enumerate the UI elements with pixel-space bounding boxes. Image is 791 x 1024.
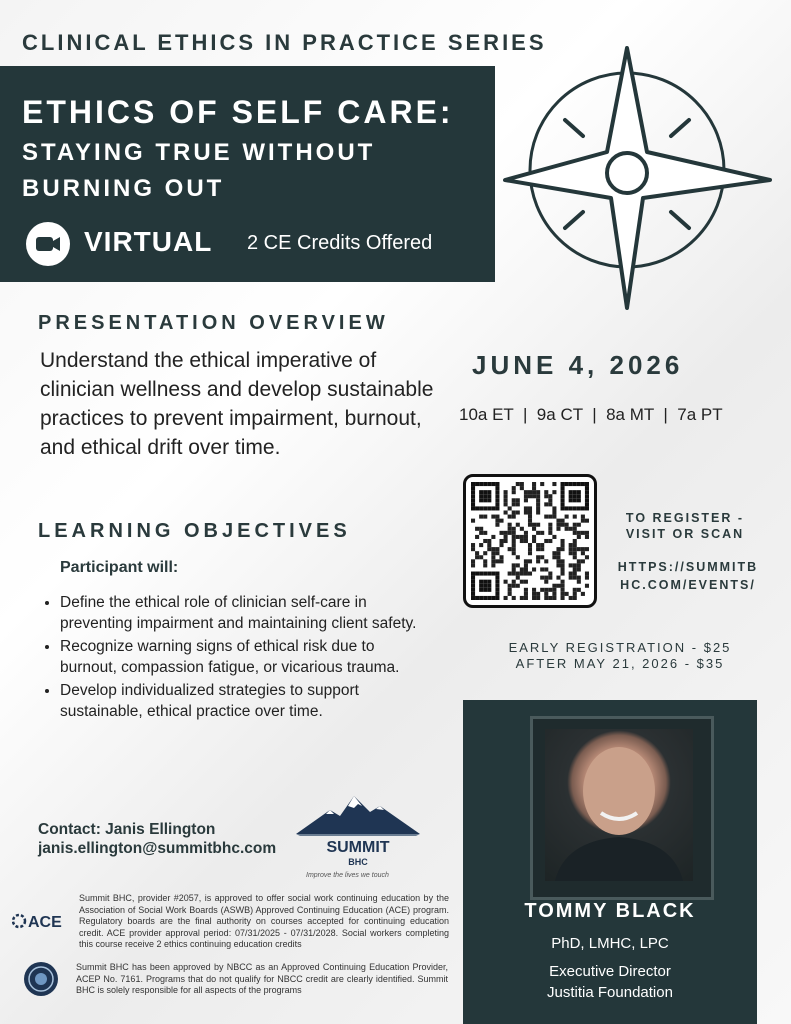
summit-logo xyxy=(296,788,420,870)
ace-logo xyxy=(12,910,70,934)
register-url-line2: HC.COM/EVENTS/ xyxy=(620,578,756,592)
event-times: 10a ET | 9a CT | 8a MT | 7a PT xyxy=(459,405,723,424)
speaker-role xyxy=(463,961,757,1003)
logo-tagline: Improve the lives we touch xyxy=(306,872,389,879)
objectives-intro: Participant will: xyxy=(60,559,179,576)
speaker-photo xyxy=(545,729,693,881)
list-item: • Develop individualized strategies to support sustainable, ethical practice over time. xyxy=(60,680,430,722)
logo-name: SUMMIT xyxy=(326,839,390,856)
objectives-heading: LEARNING OBJECTIVES xyxy=(38,520,351,542)
register-url-line1: HTTPS://SUMMITB xyxy=(617,560,759,574)
speaker-name: TOMMY BLACK xyxy=(524,900,696,922)
objectives-list xyxy=(40,592,430,724)
video-camera-icon xyxy=(26,222,70,266)
nbcc-seal-icon xyxy=(22,960,60,998)
event-subtitle: STAYING TRUE WITHOUT BURNING OUT xyxy=(22,139,376,202)
ce-credits: 2 CE Credits Offered xyxy=(247,232,433,254)
speaker-org: Justitia Foundation xyxy=(547,984,673,1001)
register-url[interactable] xyxy=(608,558,768,594)
pricing-block xyxy=(490,640,750,672)
contact-name: Contact: Janis Ellington xyxy=(38,821,216,838)
ace-disclaimer: Summit BHC, provider #2057, is approved to offer social work continuing education by the Association of Social Work Boards (ASWB) Approved Continuing Education (ACE) program. Regulatory boards are the final authority on courses accepted for continuing education credit. ACE provider approval period: 07/31/2025 - 07/31/2028. Social workers completing this course receive 2 ethics continuing education credits xyxy=(79,893,449,949)
contact-block xyxy=(38,820,276,858)
format-label: VIRTUAL xyxy=(84,226,213,257)
overview-text: Understand the ethical imperative of clinician wellness and develop sustainable practices to prevent impairment, burnout, and ethical drift over time. xyxy=(40,349,434,459)
event-date: JUNE 4, 2026 xyxy=(472,350,684,380)
late-price: AFTER MAY 21, 2026 - $35 xyxy=(515,656,725,671)
contact-email[interactable]: janis.ellington@summitbhc.com xyxy=(38,840,277,857)
early-price: EARLY REGISTRATION - $25 xyxy=(508,640,732,655)
list-item: • Recognize warning signs of ethical risk due to burnout, compassion fatigue, or vicarious trauma. xyxy=(60,636,430,678)
series-title: CLINICAL ETHICS IN PRACTICE SERIES xyxy=(22,30,547,55)
compass-rose-icon xyxy=(495,40,785,315)
register-label: TO REGISTER - VISIT OR SCAN xyxy=(625,511,745,541)
speaker-title: Executive Director xyxy=(549,963,671,980)
speaker-credentials: PhD, LMHC, LPC xyxy=(551,935,669,952)
list-item: • Define the ethical role of clinician self-care in preventing impairment and maintaining client safety. xyxy=(60,592,430,634)
logo-sub: BHC xyxy=(348,857,368,867)
event-title: ETHICS OF SELF CARE: xyxy=(22,94,454,130)
overview-heading: PRESENTATION OVERVIEW xyxy=(38,312,389,334)
ace-logo-text: ACE xyxy=(28,914,62,931)
nbcc-disclaimer: Summit BHC has been approved by NBCC as an Approved Continuing Education Provider, ACEP No. 7161. Programs that do not qualify for NBCC credit are clearly identified. Summit BHC is solely responsible for all aspects of the programs xyxy=(76,962,448,995)
qr-code[interactable] xyxy=(463,474,597,608)
